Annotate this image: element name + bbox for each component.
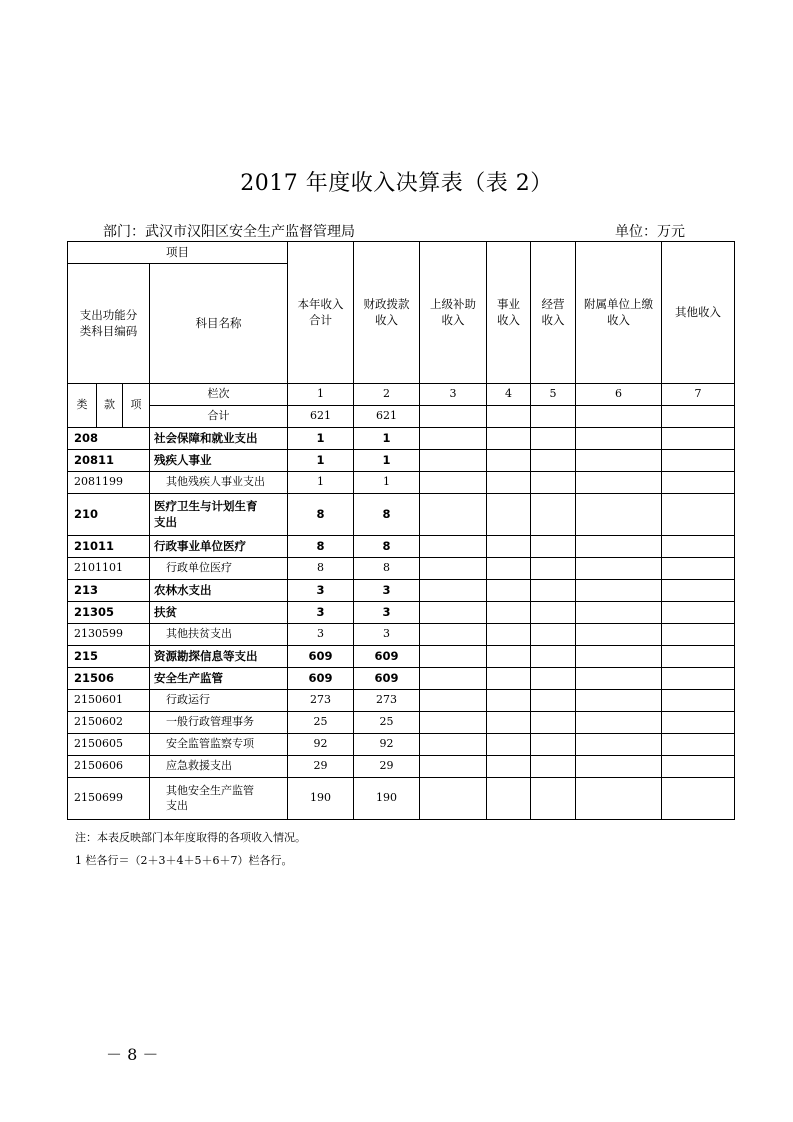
row-value: 273 [354, 690, 420, 712]
row-name: 安全生产监管 [150, 668, 288, 690]
table-row [68, 494, 735, 536]
row-value: 29 [288, 756, 354, 778]
header-col-fiscal: 财政拨款 收入 [354, 242, 420, 384]
col-index: 2 [354, 384, 420, 406]
table-row [68, 450, 735, 472]
table-row [68, 712, 735, 734]
table-row [68, 756, 735, 778]
department-label: 部门：武汉市汉阳区安全生产监督管理局 [103, 224, 355, 240]
col-index: 1 [288, 384, 354, 406]
note-line: 注：本表反映部门本年度取得的各项收入情况。 [75, 831, 306, 844]
col-index: 3 [420, 384, 487, 406]
row-name: 行政运行 [150, 690, 288, 712]
row-value: 609 [288, 646, 354, 668]
header-col-other: 其他收入 [662, 242, 735, 384]
row-value: 1 [288, 472, 354, 494]
header-col-public: 事业 收入 [487, 242, 531, 384]
row-value: 1 [354, 428, 420, 450]
row-code: 2150606 [68, 756, 150, 778]
row-code: 2150601 [68, 690, 150, 712]
table-row [68, 428, 735, 450]
row-value: 25 [288, 712, 354, 734]
table-row [68, 778, 735, 820]
row-code: 2081199 [68, 472, 150, 494]
unit-label: 单位：万元 [615, 224, 685, 240]
row-value: 3 [354, 602, 420, 624]
row-value: 92 [288, 734, 354, 756]
row-code: 213 [68, 580, 150, 602]
table-row [68, 690, 735, 712]
table-row [68, 624, 735, 646]
row-code: 215 [68, 646, 150, 668]
table-row [68, 734, 735, 756]
header-lanci: 栏次 [150, 384, 288, 406]
row-value: 8 [288, 494, 354, 536]
note-line: 1 栏各行＝（2＋3＋4＋5＋6＋7）栏各行。 [75, 854, 293, 867]
row-code: 21305 [68, 602, 150, 624]
row-name: 应急救援支出 [150, 756, 288, 778]
table-row [68, 580, 735, 602]
row-value: 8 [288, 558, 354, 580]
row-name: 其他扶贫支出 [150, 624, 288, 646]
header-xiang: 项 [123, 384, 150, 428]
table-row [68, 646, 735, 668]
row-name: 其他残疾人事业支出 [150, 472, 288, 494]
row-code: 21011 [68, 536, 150, 558]
header-col-total: 本年收入 合计 [288, 242, 354, 384]
row-value: 3 [354, 580, 420, 602]
row-value: 190 [288, 778, 354, 820]
row-value: 1 [354, 472, 420, 494]
col-index: 5 [531, 384, 576, 406]
header-col-business: 经营 收入 [531, 242, 576, 384]
row-name: 安全监管监察专项 [150, 734, 288, 756]
row-value: 190 [354, 778, 420, 820]
table-row [68, 536, 735, 558]
row-name: 社会保障和就业支出 [150, 428, 288, 450]
header-func-code: 支出功能分 类科目编码 [68, 264, 150, 384]
row-code: 2130599 [68, 624, 150, 646]
notes [75, 826, 306, 872]
header-col-affiliate: 附属单位上缴 收入 [576, 242, 662, 384]
income-table [67, 241, 735, 820]
row-value: 8 [354, 494, 420, 536]
total-value: 621 [354, 406, 420, 428]
row-value: 1 [354, 450, 420, 472]
header-subject-name: 科目名称 [150, 264, 288, 384]
header-lei: 类 [68, 384, 97, 428]
row-name: 行政事业单位医疗 [150, 536, 288, 558]
table-row [68, 558, 735, 580]
row-name: 扶贫 [150, 602, 288, 624]
page-number: － 8 － [106, 1045, 159, 1064]
row-name: 医疗卫生与计划生育 支出 [150, 494, 288, 536]
row-code: 210 [68, 494, 150, 536]
header-kuan: 款 [97, 384, 123, 428]
row-value: 1 [288, 428, 354, 450]
row-value: 3 [288, 580, 354, 602]
row-value: 29 [354, 756, 420, 778]
row-value: 92 [354, 734, 420, 756]
total-value: 621 [288, 406, 354, 428]
table-row [68, 472, 735, 494]
col-index: 7 [662, 384, 735, 406]
row-value: 25 [354, 712, 420, 734]
row-value: 609 [354, 646, 420, 668]
row-value: 3 [354, 624, 420, 646]
header-item: 项目 [68, 242, 288, 264]
row-code: 20811 [68, 450, 150, 472]
row-name: 其他安全生产监管 支出 [150, 778, 288, 820]
row-code: 208 [68, 428, 150, 450]
page-title: 2017 年度收入决算表（表 2） [240, 171, 553, 196]
row-code: 2150602 [68, 712, 150, 734]
row-code: 2150605 [68, 734, 150, 756]
row-value: 1 [288, 450, 354, 472]
header-col-upper: 上级补助 收入 [420, 242, 487, 384]
row-value: 3 [288, 602, 354, 624]
row-value: 8 [354, 536, 420, 558]
row-code: 2150699 [68, 778, 150, 820]
row-value: 609 [354, 668, 420, 690]
row-value: 273 [288, 690, 354, 712]
row-value: 3 [288, 624, 354, 646]
total-label: 合计 [150, 406, 288, 428]
row-value: 609 [288, 668, 354, 690]
row-name: 一般行政管理事务 [150, 712, 288, 734]
table-row [68, 602, 735, 624]
row-code: 21506 [68, 668, 150, 690]
col-index: 4 [487, 384, 531, 406]
row-name: 资源勘探信息等支出 [150, 646, 288, 668]
row-value: 8 [354, 558, 420, 580]
row-value: 8 [288, 536, 354, 558]
row-name: 农林水支出 [150, 580, 288, 602]
row-name: 残疾人事业 [150, 450, 288, 472]
row-name: 行政单位医疗 [150, 558, 288, 580]
table-row [68, 668, 735, 690]
row-code: 2101101 [68, 558, 150, 580]
col-index: 6 [576, 384, 662, 406]
